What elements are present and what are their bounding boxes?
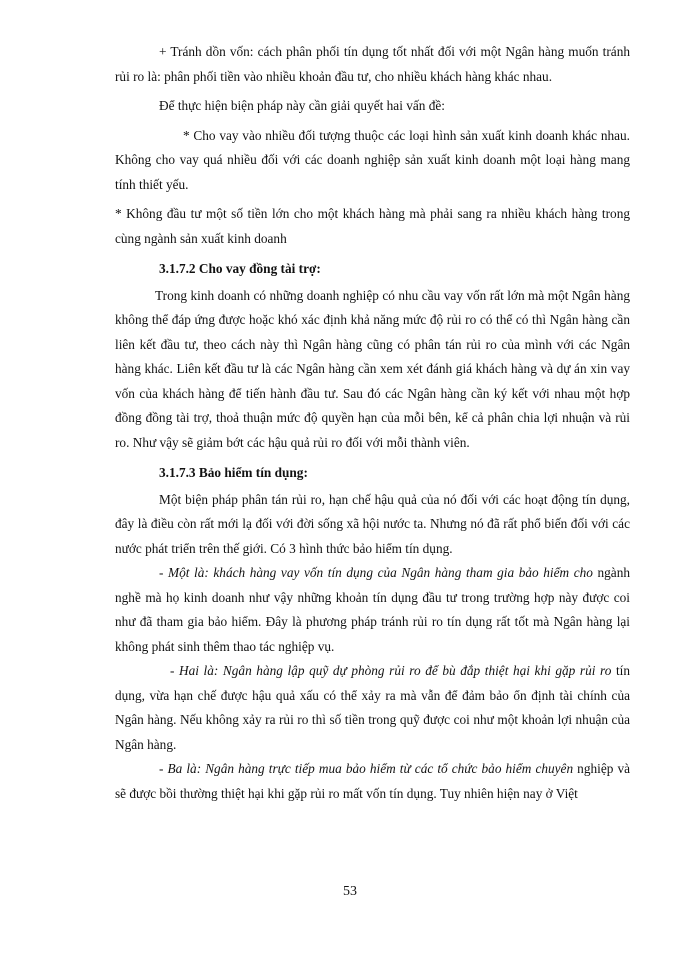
section-heading-credit-insurance: 3.1.7.3 Bảo hiểm tín dụng: [159, 465, 308, 480]
paragraph-form-two [115, 659, 630, 757]
paragraph-bullet-multiple-clients: * Không đầu tư một số tiền lớn cho một khách hàng mà phải sang ra nhiều khách hàng trong cùng ngành sản xuất kinh doanh [115, 206, 630, 246]
form-three-text: nghiệp và sẽ được bồi thường thiệt hại khi gặp rủi ro mất vốn tín dụng. Tuy nhiên hiện nay ở Việt [115, 761, 630, 801]
paragraph-co-financing: Trong kinh doanh có những doanh nghiệp có nhu cầu vay vốn rất lớn mà một Ngân hàng không thể đáp ứng được hoặc khó xác định khả năng mức độ rủi ro có thể có thì Ngân hàng cần liên kết đầu tư, theo cách này thì Ngân hàng cũng có phân tán rủi ro của mình với các Ngân hàng khác. Liên kết đầu tư là các Ngân hàng cần xem xét đánh giá khách hàng và dự án xin vay vốn của khách hàng để tiến hành đầu tư. Sau đó các Ngân hàng cần ký kết với nhau một hợp đồng đồng tài trợ, thoả thuận mức độ quyền hạn của mỗi bên, kể cả phân chia lợi nhuận và rủi ro. Như vậy sẽ giảm bớt các hậu quả rủi ro đối với mỗi thành viên. [115, 287, 630, 450]
paragraph-bullet-diversify-sectors: * Cho vay vào nhiều đối tượng thuộc các loại hình sản xuất kinh doanh khác nhau. Không cho vay quá nhiều đối với các doanh nghiệp sản xuất kinh doanh một loại hàng mang tính thiết yếu. [115, 127, 630, 192]
form-three-italic-lead: - Ba là: Ngân hàng trực tiếp mua bảo hiểm từ các tổ chức bảo hiểm chuyên [159, 761, 574, 776]
page-body [115, 40, 630, 806]
form-two-text: tín dụng, vừa hạn chế được hậu quả xấu có thể xảy ra mà vẫn để đảm bảo ổn định tài chính của Ngân hàng. Nếu không xảy ra rủi ro thì số tiền trong quỹ được coi như một khoản lợi nhuận của Ngân hàng. [115, 663, 630, 752]
paragraph-form-three [115, 757, 630, 806]
paragraph-avoid-concentration: + Tránh dồn vốn: cách phân phối tín dụng tốt nhất đối với một Ngân hàng muốn tránh rủi ro là: phân phối tiền vào nhiều khoản đầu tư, cho nhiều khách hàng khác nhau. [115, 44, 630, 84]
page-number: 53 [343, 884, 357, 899]
form-one-italic-lead: - Một là: khách hàng vay vốn tín dụng của Ngân hàng tham gia bảo hiểm cho [159, 565, 593, 580]
paragraph-form-one [115, 561, 630, 659]
form-two-italic-lead: - Hai là: Ngân hàng lập quỹ dự phòng rủi ro để bù đắp thiệt hại khi gặp rủi ro [170, 663, 612, 678]
form-one-text: ngành nghề mà họ kinh doanh như vậy những khoản tín dụng đầu tư trong trường hợp này được coi như đã tham gia bảo hiểm. Đây là phương pháp tránh rủi ro tín dụng rất tốt mà Ngân hàng lại không phát sinh thêm thao tác nghiệp vụ. [115, 565, 630, 654]
paragraph-two-issues-intro: Để thực hiện biện pháp này cần giải quyết hai vấn đề: [159, 98, 445, 113]
paragraph-credit-insurance-intro: Một biện pháp phân tán rủi ro, hạn chế hậu quả của nó đối với các hoạt động tín dụng, đây là điều còn rất mới lạ đối với đời sống xã hội nước ta. Nhưng nó đã rất phổ biến đối với các nước phát triển trên thế giới. Có 3 hình thức bảo hiểm tín dụng. [115, 491, 630, 556]
section-heading-co-financing: 3.1.7.2 Cho vay đồng tài trợ: [159, 261, 321, 276]
